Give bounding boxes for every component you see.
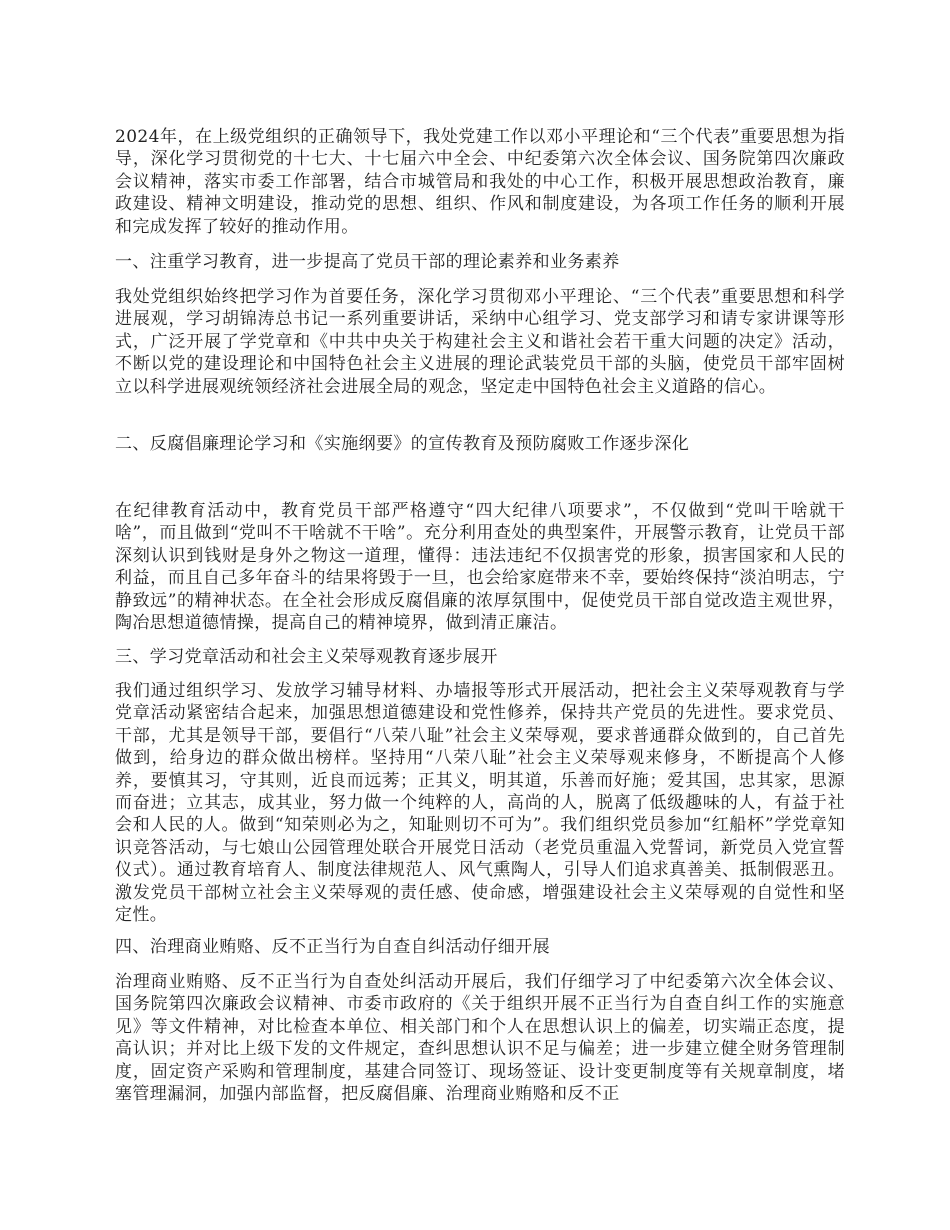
section-1-heading: 一、注重学习教育，进一步提高了党员干部的理论素养和业务素养 xyxy=(115,252,620,272)
section-4-paragraph: 治理商业贿赂、反不正当行为自查处纠活动开展后，我们仔细学习了中纪委第六次全体会议、国务院第四次廉政会议精神、市委市政府的《关于组织开展不正当行为自查自纠工作的实施意见》等文件精神，对比检查本单位、相关部门和个人在思想认识上的偏差，切实端正态度，提高认识；并对比上级下发的文件规定，查纠思想认识不足与偏差；进一步建立健全财务管理制度，固定资产采购和管理制度，基建合同签订、现场签证、设计变更制度等有关规章制度，堵塞管理漏洞，加强内部监督，把反腐倡廉、治理商业贿赂和反不正 xyxy=(115,972,845,1105)
intro-paragraph: 2024年，在上级党组织的正确领导下，我处党建工作以邓小平理论和“三个代表”重要思想为指导，深化学习贯彻党的十七大、十七届六中全会、中纪委第六次全体会议、国务院第四次廉政会议精神，落实市委工作部署，结合市城管局和我处的中心工作，积极开展思想政治教育，廉政建设、精神文明建设，推动党的思想、组织、作风和制度建设，为各项工作任务的顺利开展和完成发挥了较好的推动作用。 xyxy=(115,127,845,237)
section-3-heading: 三、学习党章活动和社会主义荣辱观教育逐步展开 xyxy=(115,647,498,667)
section-1-paragraph: 我处党组织始终把学习作为首要任务，深化学习贯彻邓小平理论、“三个代表”重要思想和科学进展观，学习胡锦涛总书记一系列重要讲话，采纳中心组学习、党支部学习和请专家讲课等形式，广泛开展了学党章和《中共中央关于构建社会主义和谐社会若干重大问题的决定》活动，不断以党的建设理论和中国特色社会主义进展的理论武装党员干部的头脑，使党员干部牢固树立以科学进展观统领经济社会进展全局的观念，坚定走中国特色社会主义道路的信心。 xyxy=(115,287,845,397)
section-2-paragraph: 在纪律教育活动中，教育党员干部严格遵守“四大纪律八项要求”，不仅做到“党叫干啥就干啥”，而且做到“党叫不干啥就不干啥”。充分利用查处的典型案件，开展警示教育，让党员干部深刻认识到钱财是身外之物这一道理，懂得：违法违纪不仅损害党的形象，损害国家和人民的利益，而且自己多年奋斗的结果将毁于一旦，也会给家庭带来不幸，要始终保持“淡泊明志，宁静致远”的精神状态。在全社会形成反腐倡廉的浓厚氛围中，促使党员干部自觉改造主观世界，陶冶思想道德情操，提高自己的精神境界，做到清正廉洁。 xyxy=(115,501,845,634)
section-3-paragraph: 我们通过组织学习、发放学习辅导材料、办墙报等形式开展活动，把社会主义荣辱观教育与学党章活动紧密结合起来，加强思想道德建设和党性修养，保持共产党员的先进性。要求党员、干部，尤其是领导干部，要倡行“八荣八耻”社会主义荣辱观，要求普通群众做到的，自己首先做到，给身边的群众做出榜样。坚持用“八荣八耻”社会主义荣辱观来修身，不断提高个人修养，要慎其习，守其则，近良而远莠；正其义，明其道，乐善而好施；爱其国，忠其家，思源而奋进；立其志，成其业，努力做一个纯粹的人，高尚的人，脱离了低级趣味的人，有益于社会和人民的人。做到“知荣则必为之，知耻则切不可为”。我们组织党员参加“红船杯”学党章知识竞答活动，与七娘山公园管理处联合开展党日活动（老党员重温入党誓词，新党员入党宣誓仪式）。通过教育培育人、制度法律规范人、风气熏陶人，引导人们追求真善美、抵制假恶丑。激发党员干部树立社会主义荣辱观的责任感、使命感，增强建设社会主义荣辱观的自觉性和坚定性。 xyxy=(115,681,845,926)
section-2-heading: 二、反腐倡廉理论学习和《实施纲要》的宣传教育及预防腐败工作逐步深化 xyxy=(115,434,690,454)
section-4-heading: 四、治理商业贿赂、反不正当行为自查自纠活动仔细开展 xyxy=(115,937,550,957)
